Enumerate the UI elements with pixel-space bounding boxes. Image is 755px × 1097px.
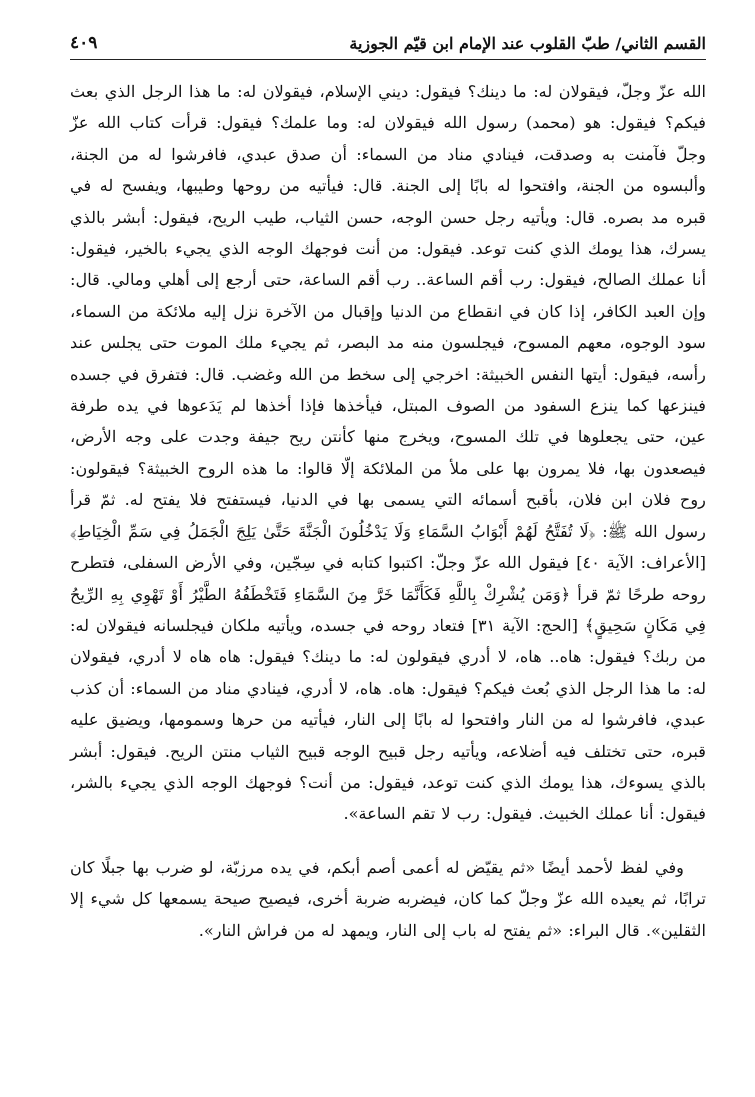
page-number: ٤٠٩ xyxy=(70,33,98,53)
body-text xyxy=(70,76,706,946)
book-page xyxy=(70,30,706,1070)
running-header xyxy=(70,30,706,60)
paragraph-hadith-continuation: الله عزّ وجلّ، فيقولان له: ما دينك؟ فيقول: ديني الإسلام، فيقولان له: ما هذا الرجل الذي بعث فيكم؟ فيقول: هو (محمد) رسول الله فيقولان له: وما علمك؟ فيقول: قرأت كتاب الله عزّ وجلّ فآمنت به وصدقت، فينادي مناد من السماء: أن صدق عبدي، فافرشوا له من الجنة، وألبسوه من الجنة، وافتحوا له بابًا إلى الجنة. قال: فيأتيه من روحها وطيبها، ويفسح له في قبره مد بصره. قال: ويأتيه رجل حسن الوجه، حسن الثياب، طيب الريح، فيقول: أبشر بالذي يسرك، هذا يومك الذي كنت توعد. فيقول: من أنت فوجهك الوجه الذي يجيء بالخير، فيقول: أنا عملك الصالح، فيقول: رب أقم الساعة.. رب أقم الساعة، حتى أرجع إلى أهلي ومالي. قال: وإن العبد الكافر، إذا كان في انقطاع من الدنيا وإقبال من الآخرة نزل إليه ملائكة من السماء، سود الوجوه، معهم المسوح، فيجلسون منه مد البصر، ثم يجيء ملك الموت حتى يجلس عند رأسه، فيقول: أيتها النفس الخبيثة: اخرجي إلى سخط من الله وغضب. قال: فتفرق في جسده فينزعها كما ينزع السفود من الصوف المبتل، فيأخذها فإذا أخذها لم يَدَعوها في يده طرفة عين، حتى يجعلوها في تلك المسوح، ويخرج منها كأنتن ريح جيفة وجدت على وجه الأرض، فيصعدون بها، فلا يمرون بها على ملأ من الملائكة إلّا قالوا: ما هذه الروح الخبيثة؟ فيقولون: روح فلان ابن فلان، بأقبح أسمائه التي يسمى بها في الدنيا، فيستفتح فلا يفتح له. ثمّ قرأ رسول الله ﷺ: ﴿لَا تُفَتَّحُ لَهُمْ أَبْوَابُ السَّمَاءِ وَلَا يَدْخُلُونَ الْجَنَّةَ حَتَّىٰ يَلِجَ الْجَمَلُ فِي سَمِّ الْخِيَاطِ﴾ [الأعراف: الآية ٤٠] فيقول الله عزّ وجلّ: اكتبوا كتابه في سِجّين، وفي الأرض السفلى، فتطرح روحه طرحًا ثمّ قرأ ﴿وَمَن يُشْرِكْ بِاللَّهِ فَكَأَنَّمَا خَرَّ مِنَ السَّمَاءِ فَتَخْطَفُهُ الطَّيْرُ أَوْ تَهْوِي بِهِ الرِّيحُ فِي مَكَانٍ سَحِيقٍ﴾ [الحج: الآية ٣١] فتعاد روحه في جسده، ويأتيه ملكان فيجلسانه فيقولان له: من ربك؟ فيقول: هاه.. هاه، لا أدري فيقولون له: ما دينك؟ فيقول: هاه هاه لا أدري، فيقولان له: ما هذا الرجل الذي بُعث فيكم؟ فيقول: هاه. هاه، لا أدري، فينادي مناد من السماء: أن كذب عبدي، فافرشوا له من النار وافتحوا له بابًا إلى النار، فيأتيه من حرها وسمومها، ويضيق عليه قبره، حتى تختلف فيه أضلاعه، ويأتيه رجل قبيح الوجه قبيح الثياب منتن الريح. فيقول: أبشر بالذي يسوءك، هذا يومك الذي كنت توعد، فيقول: من أنت؟ فوجهك الوجه الذي يجيء بالشر، فيقول: أنا عملك الخبيث. فيقول: رب لا تقم الساعة». xyxy=(70,82,707,824)
paragraph-ahmad-narration: وفي لفظ لأحمد أيضًا «ثم يقيّض له أعمى أصم أبكم، في يده مرزبّة، لو ضرب بها جبلًا كان ترابًا، ثم يعيده الله عزّ وجلّ كما كان، فيضربه ضربة أخرى، فيصيح صيحة يسمعها كل شيء إلا الثقلين». قال البراء: «ثم يفتح له باب إلى النار، ويمهد له من فراش النار». xyxy=(70,857,706,940)
header-title: القسم الثاني/ طبّ القلوب عند الإمام ابن قيّم الجوزية xyxy=(349,34,706,53)
